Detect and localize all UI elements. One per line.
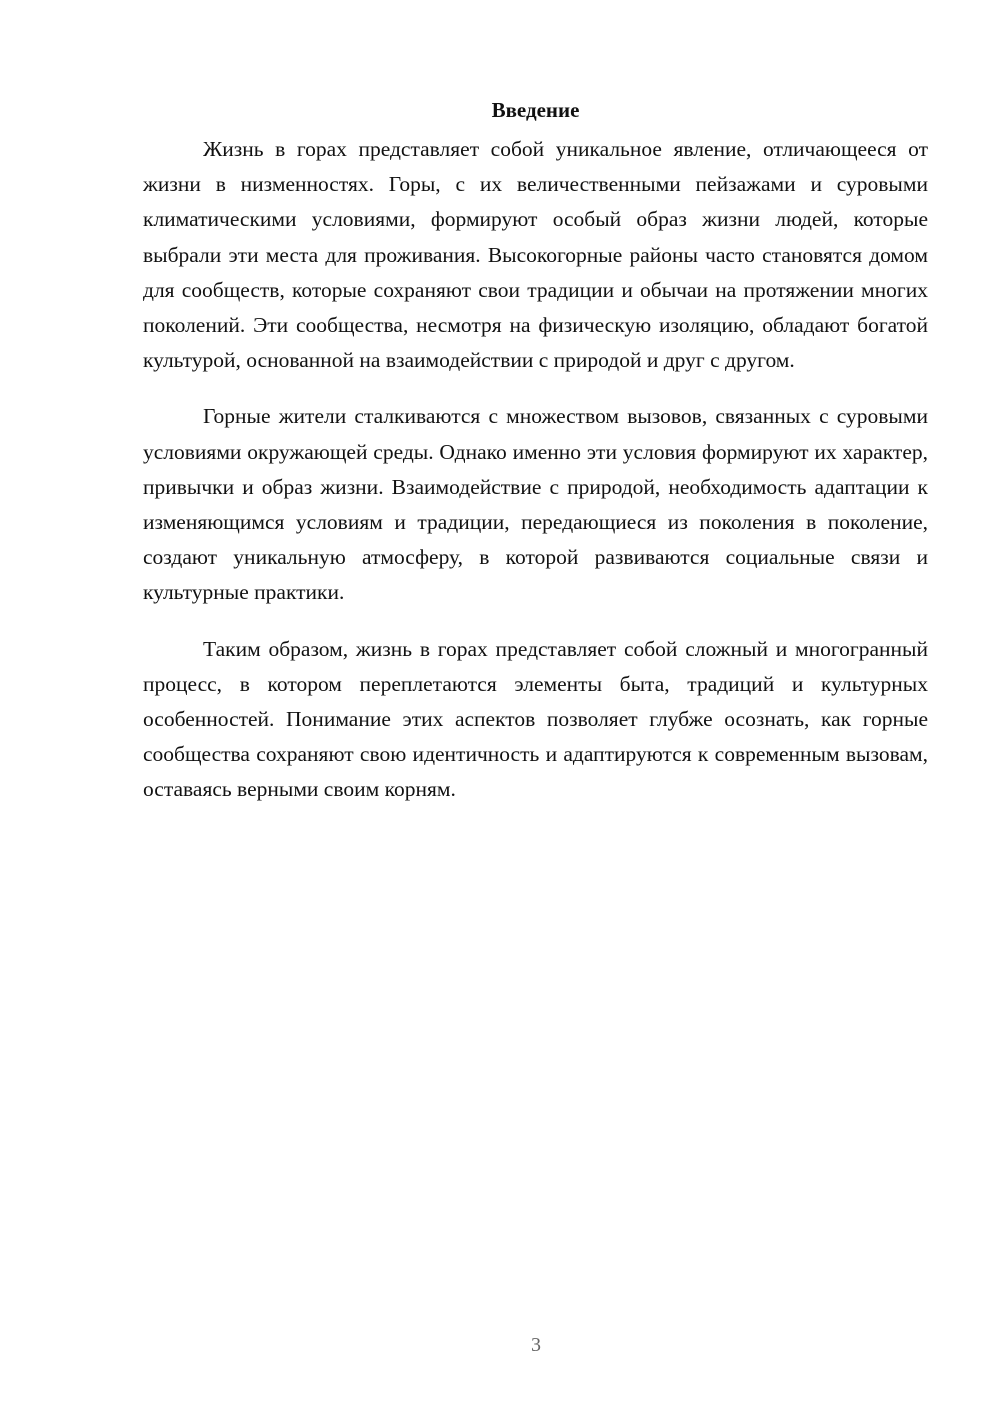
paragraph-3: Таким образом, жизнь в горах представляет собой сложный и многогранный процесс, в котором переплетаются элементы быта, традиций и культурных особенностей. Понимание этих аспектов позволяет глубже осознать, как горные сообщества сохраняют свою идентичность и адаптируются к современным вызовам, оставаясь верными своим корням. [143,636,928,802]
page-content [143,96,928,829]
section-title: Введение [491,98,580,122]
paragraph-1: Жизнь в горах представляет собой уникальное явление, отличающееся от жизни в низменностях. Горы, с их величественными пейзажами и суровыми климатическими условиями, формируют особый образ жизни людей, которые выбрали эти места для проживания. Высокогорные районы часто становятся домом для сообществ, которые сохраняют свои традиции и обычаи на протяжении многих поколений. Эти сообщества, несмотря на физическую изоляцию, обладают богатой культурой, основанной на взаимодействии с природой и друг с другом. [143,137,928,373]
page-number: 3 [531,1334,541,1356]
paragraph-2: Горные жители сталкиваются с множеством вызовов, связанных с суровыми условиями окружающей среды. Однако именно эти условия формируют их характер, привычки и образ жизни. Взаимодействие с природой, необходимость адаптации к изменяющимся условиям и традиции, передающиеся из поколения в поколение, создают уникальную атмосферу, в которой развиваются социальные связи и культурные практики. [143,404,928,605]
